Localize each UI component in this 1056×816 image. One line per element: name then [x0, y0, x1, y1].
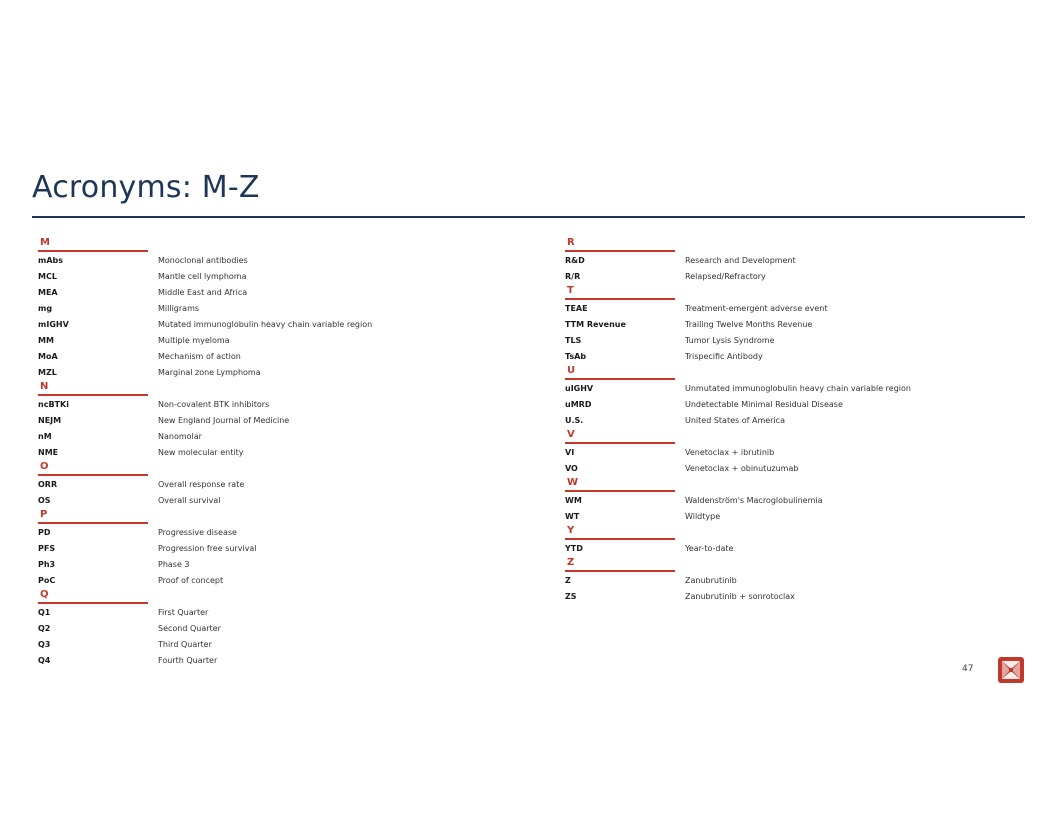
acronym-row [38, 572, 418, 588]
acronym-term: YTD [565, 543, 583, 553]
acronym-definition: Year-to-date [685, 543, 734, 553]
section-letter: N [40, 381, 49, 392]
acronym-term: ORR [38, 479, 58, 489]
acronym-term: TTM Revenue [565, 319, 626, 329]
section-r [565, 236, 965, 284]
acronym-term: MM [38, 335, 54, 345]
acronym-row [38, 316, 418, 332]
acronym-term: Q1 [38, 607, 51, 617]
section-letter: W [567, 477, 579, 488]
acronym-column-right [565, 236, 965, 604]
acronym-term: TsAb [565, 351, 587, 361]
acronym-definition: Tumor Lysis Syndrome [685, 335, 775, 345]
acronym-row [565, 300, 965, 316]
acronym-row [38, 284, 418, 300]
acronym-definition: Research and Development [685, 255, 796, 265]
acronym-term: PD [38, 527, 51, 537]
acronym-term: Z [565, 575, 571, 585]
acronym-column-left [38, 236, 418, 668]
section-z [565, 556, 965, 604]
acronym-term: uIGHV [565, 383, 594, 393]
section-w [565, 476, 965, 524]
acronym-definition: Fourth Quarter [158, 655, 218, 665]
acronym-term: R&D [565, 255, 585, 265]
acronym-definition: Trispecific Antibody [685, 351, 763, 361]
acronym-row [38, 556, 418, 572]
acronym-definition: Undetectable Minimal Residual Disease [685, 399, 843, 409]
company-logo-icon [998, 657, 1024, 683]
section-letter: Z [567, 557, 575, 568]
acronym-row [38, 620, 418, 636]
acronym-definition: Non-covalent BTK inhibitors [158, 399, 270, 409]
acronym-term: Q2 [38, 623, 51, 633]
acronym-definition: Trailing Twelve Months Revenue [685, 319, 813, 329]
section-n [38, 380, 418, 460]
acronym-definition: Venetoclax + obinutuzumab [685, 463, 799, 473]
acronym-definition: Overall survival [158, 495, 221, 505]
acronym-definition: Zanubrutinib [685, 575, 737, 585]
acronym-definition: Treatment-emergent adverse event [685, 303, 828, 313]
acronym-definition: Nanomolar [158, 431, 202, 441]
acronym-row [38, 300, 418, 316]
acronym-row [565, 572, 965, 588]
acronym-definition: Mechanism of action [158, 351, 241, 361]
acronym-row [565, 412, 965, 428]
section-q [38, 588, 418, 668]
acronym-term: U.S. [565, 415, 584, 425]
acronym-row [38, 636, 418, 652]
acronym-term: NEJM [38, 415, 62, 425]
acronym-row [38, 492, 418, 508]
acronym-definition: Second Quarter [158, 623, 221, 633]
acronym-term: MoA [38, 351, 58, 361]
acronym-row [38, 476, 418, 492]
acronym-row [565, 460, 965, 476]
acronym-row [565, 348, 965, 364]
acronym-row [38, 268, 418, 284]
acronym-row [38, 348, 418, 364]
acronym-row [565, 332, 965, 348]
acronym-term: Q3 [38, 639, 51, 649]
section-v [565, 428, 965, 476]
acronym-row [565, 316, 965, 332]
acronym-term: WM [565, 495, 582, 505]
section-letter: T [567, 285, 574, 296]
section-letter: O [40, 461, 49, 472]
acronym-definition: Unmutated immunoglobulin heavy chain variable region [685, 383, 911, 393]
acronym-definition: Proof of concept [158, 575, 224, 585]
acronym-definition: Third Quarter [158, 639, 212, 649]
acronym-term: R/R [565, 271, 581, 281]
acronym-term: WT [565, 511, 580, 521]
acronym-term: Ph3 [38, 559, 56, 569]
acronym-definition: Phase 3 [158, 559, 190, 569]
acronym-definition: New molecular entity [158, 447, 244, 457]
acronym-row [38, 540, 418, 556]
acronym-definition: First Quarter [158, 607, 209, 617]
section-o [38, 460, 418, 508]
section-m [38, 236, 418, 380]
acronym-row [38, 444, 418, 460]
acronym-term: mg [38, 303, 53, 313]
acronym-term: OS [38, 495, 51, 505]
acronym-definition: Monoclonal antibodies [158, 255, 248, 265]
acronym-definition: Middle East and Africa [158, 287, 248, 297]
acronym-definition: New England Journal of Medicine [158, 415, 290, 425]
acronym-term: nM [38, 431, 52, 441]
acronym-term: VI [565, 447, 575, 457]
acronym-row [38, 652, 418, 668]
section-letter: Q [40, 589, 49, 600]
section-letter: U [567, 365, 576, 376]
acronym-row [565, 540, 965, 556]
acronym-term: TLS [565, 335, 582, 345]
acronym-term: MEA [38, 287, 58, 297]
acronym-definition: United States of America [685, 415, 785, 425]
acronym-definition: Milligrams [158, 303, 200, 313]
acronym-row [565, 252, 965, 268]
acronym-term: MZL [38, 367, 57, 377]
acronym-term: uMRD [565, 399, 592, 409]
acronym-row [38, 332, 418, 348]
acronym-row [565, 508, 965, 524]
acronym-row [565, 396, 965, 412]
acronym-term: NME [38, 447, 59, 457]
acronym-definition: Multiple myeloma [158, 335, 230, 345]
section-letter: Y [567, 525, 575, 536]
acronym-definition: Waldenström's Macroglobulinemia [685, 495, 823, 505]
page-title: Acronyms: M-Z [32, 170, 260, 205]
section-letter: M [40, 237, 50, 248]
acronym-definition: Venetoclax + ibrutinib [685, 447, 775, 457]
acronym-definition: Zanubrutinib + sonrotoclax [685, 591, 795, 601]
acronym-term: ncBTKi [38, 399, 69, 409]
acronym-row [565, 588, 965, 604]
acronym-term: ZS [565, 591, 577, 601]
acronym-term: VO [565, 463, 578, 473]
acronym-row [565, 380, 965, 396]
acronym-term: Q4 [38, 655, 51, 665]
acronym-row [38, 428, 418, 444]
section-y [565, 524, 965, 556]
acronym-term: mAbs [38, 255, 64, 265]
title-divider [32, 216, 1025, 218]
section-p [38, 508, 418, 588]
acronym-definition: Relapsed/Refractory [685, 271, 766, 281]
acronym-row [38, 524, 418, 540]
acronym-definition: Wildtype [685, 511, 721, 521]
acronym-row [38, 252, 418, 268]
section-letter: R [567, 237, 575, 248]
acronym-definition: Overall response rate [158, 479, 245, 489]
acronym-row [38, 604, 418, 620]
acronym-term: mIGHV [38, 319, 69, 329]
acronym-row [38, 364, 418, 380]
acronym-definition: Progressive disease [158, 527, 237, 537]
section-u [565, 364, 965, 428]
acronym-definition: Mutated immunoglobulin heavy chain variable region [158, 319, 373, 329]
acronym-term: PoC [38, 575, 56, 585]
acronym-term: TEAE [565, 303, 588, 313]
acronym-row [565, 492, 965, 508]
acronym-term: PFS [38, 543, 56, 553]
acronym-row [38, 396, 418, 412]
section-letter: P [40, 509, 48, 520]
acronym-row [38, 412, 418, 428]
section-t [565, 284, 965, 364]
acronym-definition: Mantle cell lymphoma [158, 271, 247, 281]
acronym-row [565, 268, 965, 284]
section-letter: V [567, 429, 575, 440]
acronym-term: MCL [38, 271, 57, 281]
page-number: 47 [962, 664, 974, 674]
acronym-definition: Progression free survival [158, 543, 257, 553]
acronym-row [565, 444, 965, 460]
acronym-definition: Marginal zone Lymphoma [158, 367, 261, 377]
